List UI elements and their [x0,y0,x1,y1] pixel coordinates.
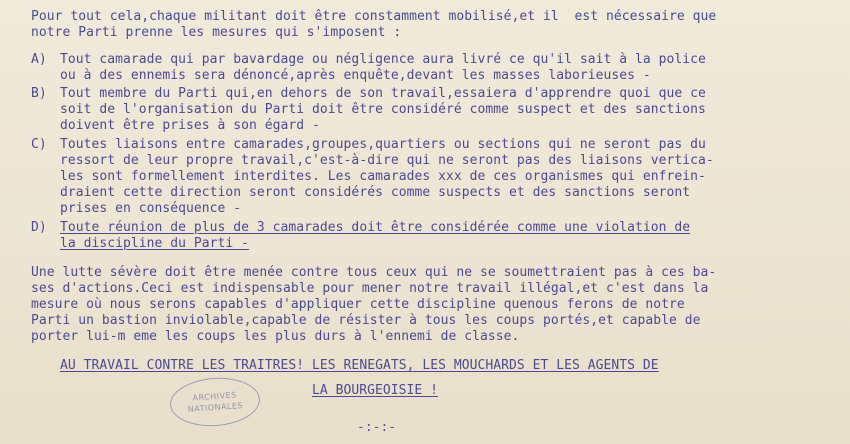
item-c-line-3: les sont formellement interdites. Les camarades xxx de ces organismes qui enfrein- [60,169,706,184]
slogan-line-1: AU TRAVAIL CONTRE LES TRAITRES! LES RENEGATS, LES MOUCHARDS ET LES AGENTS DE [60,358,659,373]
item-b-line-1: Tout membre du Parti qui,en dehors de son travail,essaiera d'apprendre quoi que ce [60,86,706,101]
closing-line-3: mesure où nous serons capables d'appliquer cette discipline quenous ferons de notre [31,297,685,312]
archives-nationales-stamp [168,375,261,429]
stamp-line-1: ARCHIVES [192,390,237,403]
item-c-line-5: prises en conséquence - [60,201,242,216]
item-a-letter: A) [31,52,47,67]
item-c-line-2: ressort de leur propre travail,c'est-à-dire qui ne seront pas des liaisons vertica- [60,153,714,168]
item-d-letter: D) [31,220,47,235]
item-b-letter: B) [31,86,47,101]
closing-ornament: -:-:- [357,420,397,435]
slogan-line-2: LA BOURGEOISIE ! [312,383,439,398]
intro-line-1: Pour tout cela,chaque militant doit être constamment mobilisé,et il est nécessaire que [31,9,717,24]
closing-line-4: Parti un bastion inviolable,capable de résister à tous les coups portés,et capable de [31,313,701,328]
closing-line-1: Une lutte sévère doit être menée contre tous ceux qui ne se soumettraient pas à ces ba- [31,265,717,280]
closing-line-2: ses d'actions.Ceci est indispensable pour mener notre travail illégal,et c'est dans la [31,281,709,296]
intro-line-2: notre Parti prenne les mesures qui s'imposent : [31,25,402,40]
item-c-letter: C) [31,137,47,152]
item-c-line-1: Toutes liaisons entre camarades,groupes,quartiers ou sections qui ne seront pas du [60,137,706,152]
item-b-line-3: doivent être prises à son égard - [60,118,320,133]
stamp-line-2: NATIONALES [187,401,244,414]
item-a-line-2: ou à des ennemis sera dénoncé,après enquête,devant les masses laborieuses - [60,68,651,83]
item-c-line-4: draient cette direction seront considérés comme suspects et des sanctions seront [60,185,691,200]
item-d-line-2: la discipline du Parti - [60,236,250,251]
closing-line-5: porter lui-m eme les coups les plus durs à l'ennemi de classe. [31,329,520,344]
item-a-line-1: Tout camarade qui par bavardage ou négligence aura livré ce qu'il sait à la police [60,52,706,67]
item-b-line-2: soit de l'organisation du Parti doit être considéré comme suspect et des sanctions [60,102,706,117]
item-d-line-1: Toute réunion de plus de 3 camarades doit être considérée comme une violation de [60,220,691,235]
